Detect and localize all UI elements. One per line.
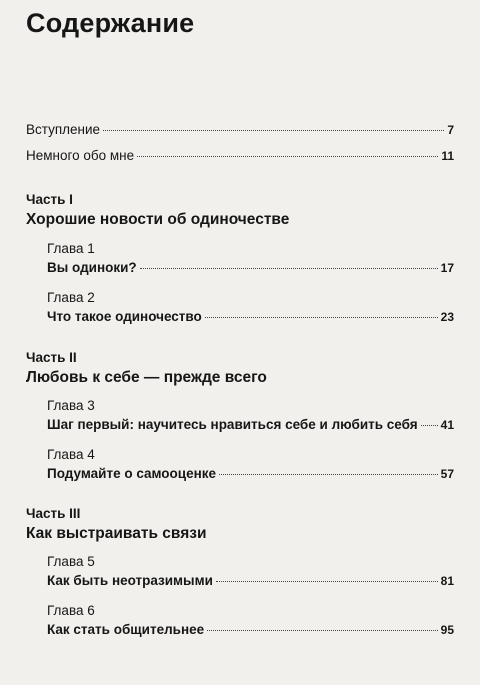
toc-entry-chapter-3[interactable] (47, 417, 454, 432)
leader-dots (140, 268, 438, 269)
toc-entry-intro[interactable] (26, 122, 454, 137)
leader-dots (205, 317, 438, 318)
entry-label: Что такое одиночество (47, 309, 202, 324)
toc-entry-chapter-2[interactable] (47, 309, 454, 324)
entry-label: Подумайте о самооценке (47, 466, 217, 481)
leader-dots (219, 474, 438, 475)
part-label: Часть I (26, 192, 73, 207)
leader-dots (137, 156, 438, 157)
leader-dots (207, 630, 437, 631)
part-title: Хорошие новости об одиночестве (26, 211, 290, 228)
chapter-label: Глава 1 (47, 241, 95, 256)
page-number: 23 (440, 310, 454, 324)
page-number: 95 (440, 623, 454, 637)
toc-entry-chapter-6[interactable] (47, 622, 454, 637)
chapter-label: Глава 4 (47, 447, 95, 462)
chapter-label: Глава 5 (47, 554, 95, 569)
toc-entry-chapter-5[interactable] (47, 573, 454, 588)
entry-label: Немного обо мне (26, 148, 135, 163)
page-title: Содержание (26, 8, 195, 38)
page-number: 57 (440, 467, 454, 481)
toc-entry-chapter-1[interactable] (47, 260, 454, 275)
part-title: Как выстраивать связи (26, 525, 207, 542)
entry-label: Вступление (26, 122, 101, 137)
page-number: 11 (441, 149, 454, 163)
part-title: Любовь к себе — прежде всего (26, 369, 267, 386)
leader-dots (421, 425, 438, 426)
chapter-label: Глава 3 (47, 398, 95, 413)
entry-label: Шаг первый: научитесь нравиться себе и любить себя (47, 417, 418, 432)
entry-label: Вы одиноки? (47, 260, 137, 275)
page-number: 7 (447, 123, 454, 137)
entry-label: Как быть неотразимыми (47, 573, 213, 588)
leader-dots (216, 581, 438, 582)
page-number: 41 (440, 418, 454, 432)
toc-entry-chapter-4[interactable] (47, 466, 454, 481)
part-label: Часть II (26, 350, 77, 365)
page-number: 17 (440, 261, 454, 275)
toc-entry-about-me[interactable] (26, 148, 454, 163)
leader-dots (103, 130, 444, 131)
chapter-label: Глава 6 (47, 603, 95, 618)
part-label: Часть III (26, 506, 81, 521)
page-number: 81 (440, 574, 454, 588)
entry-label: Как стать общительнее (47, 622, 205, 637)
chapter-label: Глава 2 (47, 290, 95, 305)
